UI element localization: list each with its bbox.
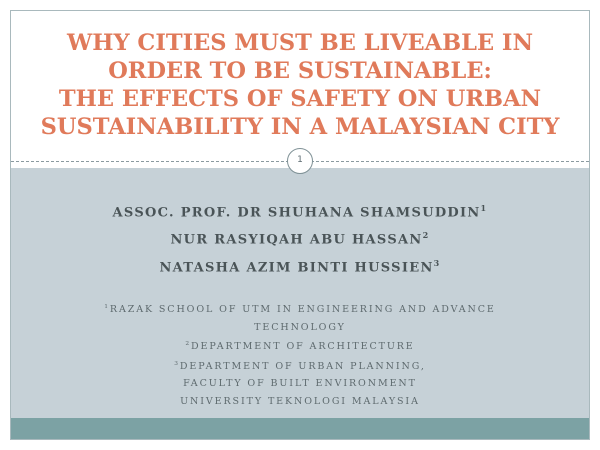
author-name: ASSOC. PROF. DR SHUHANA SHAMSUDDIN <box>112 205 481 221</box>
slide-title <box>11 11 589 141</box>
author-mark: 3 <box>433 257 441 268</box>
content-area <box>11 168 589 420</box>
affiliation-line <box>11 319 589 337</box>
author-mark: 1 <box>480 203 488 213</box>
affiliation-list <box>11 299 589 410</box>
author-name: NUR RASYIQAH ABU HASSAN <box>170 232 423 248</box>
affiliation-mark: 1 <box>104 303 110 310</box>
author-list <box>11 197 589 279</box>
affiliation-text: TECHNOLOGY <box>254 321 346 333</box>
affiliation-mark: 2 <box>185 341 191 348</box>
affiliation-mark: 3 <box>174 360 180 367</box>
author-mark: 2 <box>422 230 430 241</box>
title-line: SUSTAINABILITY IN A MALAYSIAN CITY <box>40 114 560 140</box>
author-2 <box>11 224 589 251</box>
author-name: NATASHA AZIM BINTI HUSSIEN <box>159 259 434 275</box>
affiliation-line <box>11 299 589 319</box>
title-area <box>11 11 589 161</box>
affiliation-text: DEPARTMENT OF URBAN PLANNING, <box>179 360 426 372</box>
affiliation-text: RAZAK SCHOOL OF UTM IN ENGINEERING AND ADVANCE <box>109 304 496 316</box>
affiliation-line <box>11 356 589 376</box>
title-line: WHY CITIES MUST BE LIVEABLE IN <box>66 30 534 56</box>
footer-band <box>11 418 589 439</box>
slide-number-badge: 1 <box>287 148 313 174</box>
affiliation-text: UNIVERSITY TEKNOLOGI MALAYSIA <box>180 395 420 407</box>
title-line: THE EFFECTS OF SAFETY ON URBAN <box>58 86 542 112</box>
author-1 <box>11 197 589 224</box>
affiliation-line <box>11 375 589 393</box>
affiliation-text: DEPARTMENT OF ARCHITECTURE <box>190 341 415 353</box>
title-line: ORDER TO BE SUSTAINABLE: <box>108 58 492 84</box>
author-3 <box>11 252 589 279</box>
presentation-slide <box>10 10 590 440</box>
affiliation-text: FACULTY OF BUILT ENVIRONMENT <box>183 378 417 390</box>
affiliation-line <box>11 393 589 411</box>
affiliation-line <box>11 336 589 356</box>
